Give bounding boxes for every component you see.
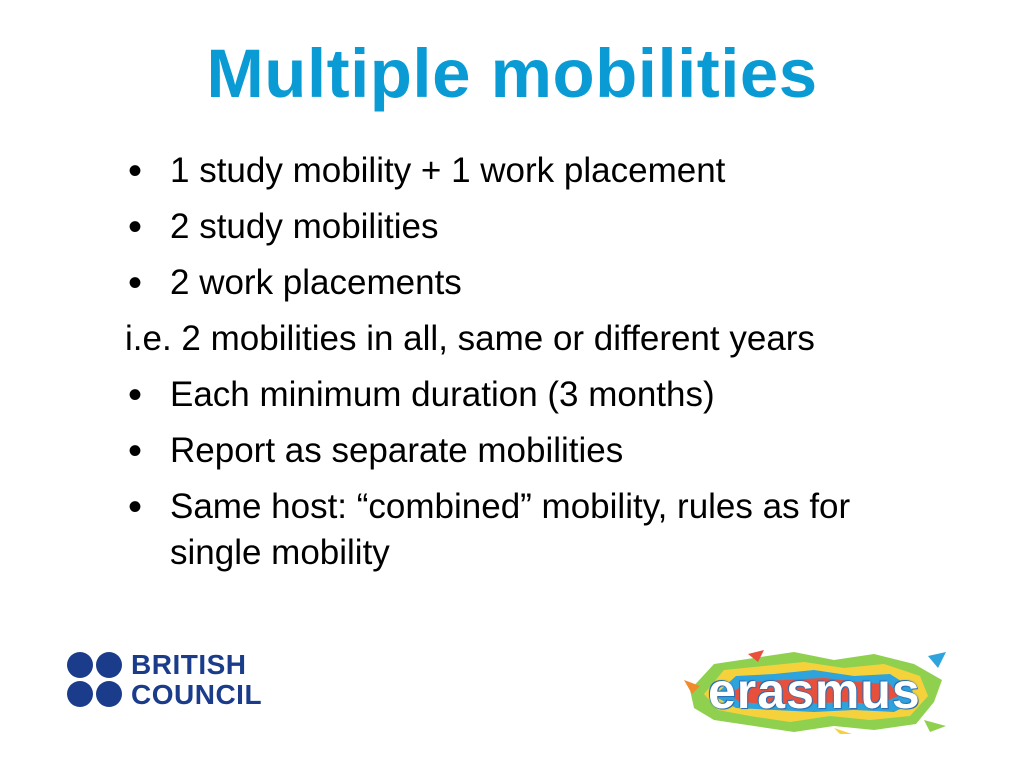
british-council-dots-icon xyxy=(67,652,125,708)
list-item-text: 2 study mobilities xyxy=(170,207,439,246)
list-item-text: Same host: “combined” mobility, rules as for single mobility xyxy=(170,487,851,572)
british-council-wordmark: BRITISH COUNCIL xyxy=(131,649,263,710)
list-item-text: Each minimum duration (3 months) xyxy=(170,375,715,414)
slide-title: Multiple mobilities xyxy=(206,35,818,112)
erasmus-wordmark: erasmus xyxy=(708,663,921,719)
list-item xyxy=(125,148,905,194)
bullet-icon: • xyxy=(128,205,143,249)
bullet-icon: • xyxy=(128,373,143,417)
list-item xyxy=(125,260,905,306)
bullet-icon: • xyxy=(128,149,143,193)
british-council-logo xyxy=(67,650,277,710)
list-item xyxy=(125,484,905,576)
list-item xyxy=(125,428,905,474)
bullet-icon: • xyxy=(128,485,143,529)
list-item-text: 2 work placements xyxy=(170,263,462,302)
list-item-text: 1 study mobility + 1 work placement xyxy=(170,151,726,190)
bullet-icon: • xyxy=(128,261,143,305)
erasmus-logo xyxy=(684,650,948,734)
list-item xyxy=(125,372,905,418)
list-note: i.e. 2 mobilities in all, same or different years xyxy=(125,319,815,358)
list-item xyxy=(125,204,905,250)
bullet-list xyxy=(125,148,905,586)
list-item-text: Report as separate mobilities xyxy=(170,431,624,470)
bullet-icon: • xyxy=(128,429,143,473)
